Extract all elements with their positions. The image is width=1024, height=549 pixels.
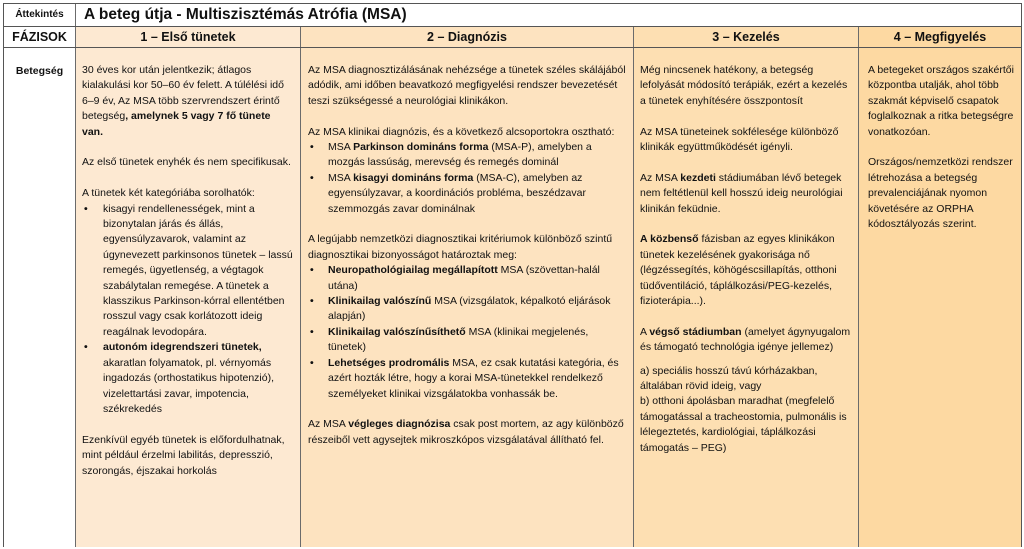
phases-header-row	[4, 27, 1021, 48]
list-item: • kisagyi rendellenességek, mint a bizonytalan járás és állás, egyensúlyzavarok, valamint az úgynevezett parkinsonos tünetek – lassú remegés, ügyetlenség, a végtagok szabálytalan remegése. A tünetek a klasszikus Parkinson-kórral ellentétben rosszul vagy csak korlátozott ideig reagálnak levodopára.	[82, 202, 294, 341]
onset-paragraph: 30 éves kor után jelentkezik; átlagos kialakulási kor 50–60 év felett. A túlélési idő 6–9 év, Az MSA több szervrendszert érintő betegség, amelynek 5 vagy 7 fő tünete van.	[82, 64, 284, 138]
symptom-categories-list	[82, 202, 294, 418]
treatment-cell	[634, 48, 859, 547]
title-row	[4, 4, 1021, 27]
phase-header-1: 1 – Első tünetek	[76, 27, 301, 47]
initial-stage-paragraph: Az MSA kezdeti stádiumában lévő betegek nem feltétlenül kell hosszú ideig neurológiai klinikán feküdnie.	[640, 171, 843, 215]
monitoring-cell	[859, 48, 1021, 547]
phase-header-4: 4 – Megfigyelés	[859, 27, 1021, 47]
criteria-intro: A legújabb nemzetközi diagnosztikai kritériumok különböző szintű diagnosztikai bizonyosságot határoztak meg:	[308, 233, 613, 261]
criteria-list	[308, 263, 627, 402]
mild-symptoms-paragraph: Az első tünetek enyhék és nem specifikusak.	[82, 156, 291, 169]
categories-intro: A tünetek két kategóriába sorolhatók:	[82, 187, 255, 200]
subgroups-list	[308, 140, 627, 217]
list-item: • MSA Parkinson domináns forma (MSA-P), amelyben a mozgás lassúság, merevség és remegés dominál	[308, 140, 627, 171]
overview-label: Áttekintés	[4, 4, 76, 26]
row-label: Betegség	[4, 48, 76, 547]
patient-journey-table	[3, 3, 1022, 547]
referral-paragraph: A betegeket országos szakértői központba utalják, ahol több szakmát képviselő csapatok foglalkoznak a ritka betegségre vonatkozóan.	[868, 64, 1014, 138]
cooperation-paragraph: Az MSA tüneteinek sokfélesége különböző klinikák együttműködését igényli.	[640, 125, 839, 154]
phase-header-2: 2 – Diagnózis	[301, 27, 634, 47]
option-a: a) speciális hosszú távú kórházakban, általában rövid ideig, vagy	[640, 364, 818, 393]
page-title: A beteg útja - Multiszisztémás Atrófia (MSA)	[76, 4, 1021, 26]
list-item: • Klinikailag valószínű MSA (vizsgálatok, képalkotó eljárások alapján)	[308, 294, 627, 325]
list-item: • MSA kisagyi domináns forma (MSA-C), amelyben az egyensúlyzavar, a koordinációs probléma, beszédzavar szemmozgás zavar dominálnak	[308, 171, 627, 217]
phase-header-3: 3 – Kezelés	[634, 27, 859, 47]
subgroups-intro: Az MSA klinikai diagnózis, és a következő alcsoportokra osztható:	[308, 125, 615, 138]
list-item: • Klinikailag valószínűsíthető MSA (klinikai megjelenés, tünetek)	[308, 325, 627, 356]
list-item: • Lehetséges prodromális MSA, ez csak kutatási kategória, és azért hozták létre, hogy a korai MSA-tünetekkel rendelkező személyeket klinikai vizsgálatokba vonhassák be.	[308, 356, 627, 402]
first-symptoms-cell	[76, 48, 301, 547]
definitive-diagnosis-paragraph: Az MSA végleges diagnózisa csak post mortem, az agy különböző részeiből vett agysejtek mikroszkópos vizsgálatával állítható fel.	[308, 418, 624, 446]
list-item: • Neuropathológiailag megállapított MSA (szövettan-halál utána)	[308, 263, 627, 294]
diagnosis-cell	[301, 48, 634, 547]
registry-paragraph: Országos/nemzetközi rendszer létrehozása a betegség prevalenciájának nyomon követésére az ORPHA kódosztályozás szerint.	[868, 156, 1013, 231]
final-stage-paragraph: A végső stádiumban (amelyet ágynyugalom és támogató technológia igénye jellemez)	[640, 325, 851, 354]
diagnosis-difficulty-paragraph: Az MSA diagnosztizálásának nehézsége a tünetek széles skálájából adódik, ami időben beavatkozó megfigyelési rendszer bevezetését teszi szükségessé a neurológiai klinikákon.	[308, 64, 626, 107]
no-therapy-paragraph: Még nincsenek hatékony, a betegség lefolyását módosító terápiák, ezért a kezelés a tünetek enyhítésére összpontosít	[640, 64, 848, 107]
option-b: b) otthoni ápolásban maradhat (megfelelő támogatással a tracheostomia, pulmonális is lélegeztetés, kardiológiai, táplálkozási támogatás – PEG)	[640, 395, 847, 454]
disease-row	[4, 48, 1021, 547]
intermediate-stage-paragraph: A közbenső fázisban az egyes klinikákon tünetek kezelésének gyakorisága nő (légzéssegítés, köhögéscsillapítás, otthoni tüdőventiláció, táplálkozási/PEG-kezelés, fizioterápia...).	[640, 233, 837, 308]
phases-label: FÁZISOK	[4, 27, 76, 47]
other-symptoms-paragraph: Ezenkívül egyéb tünetek is előfordulhatnak, mint például érzelmi labilitás, depresszió, szorongás, éjszakai horkolás	[82, 433, 285, 477]
list-item: • autonóm idegrendszeri tünetek, akaratlan folyamatok, pl. vérnyomás ingadozás (orthostatikus hipotenzió), vizelettartási zavar, impotencia, székrekedés	[82, 340, 294, 417]
